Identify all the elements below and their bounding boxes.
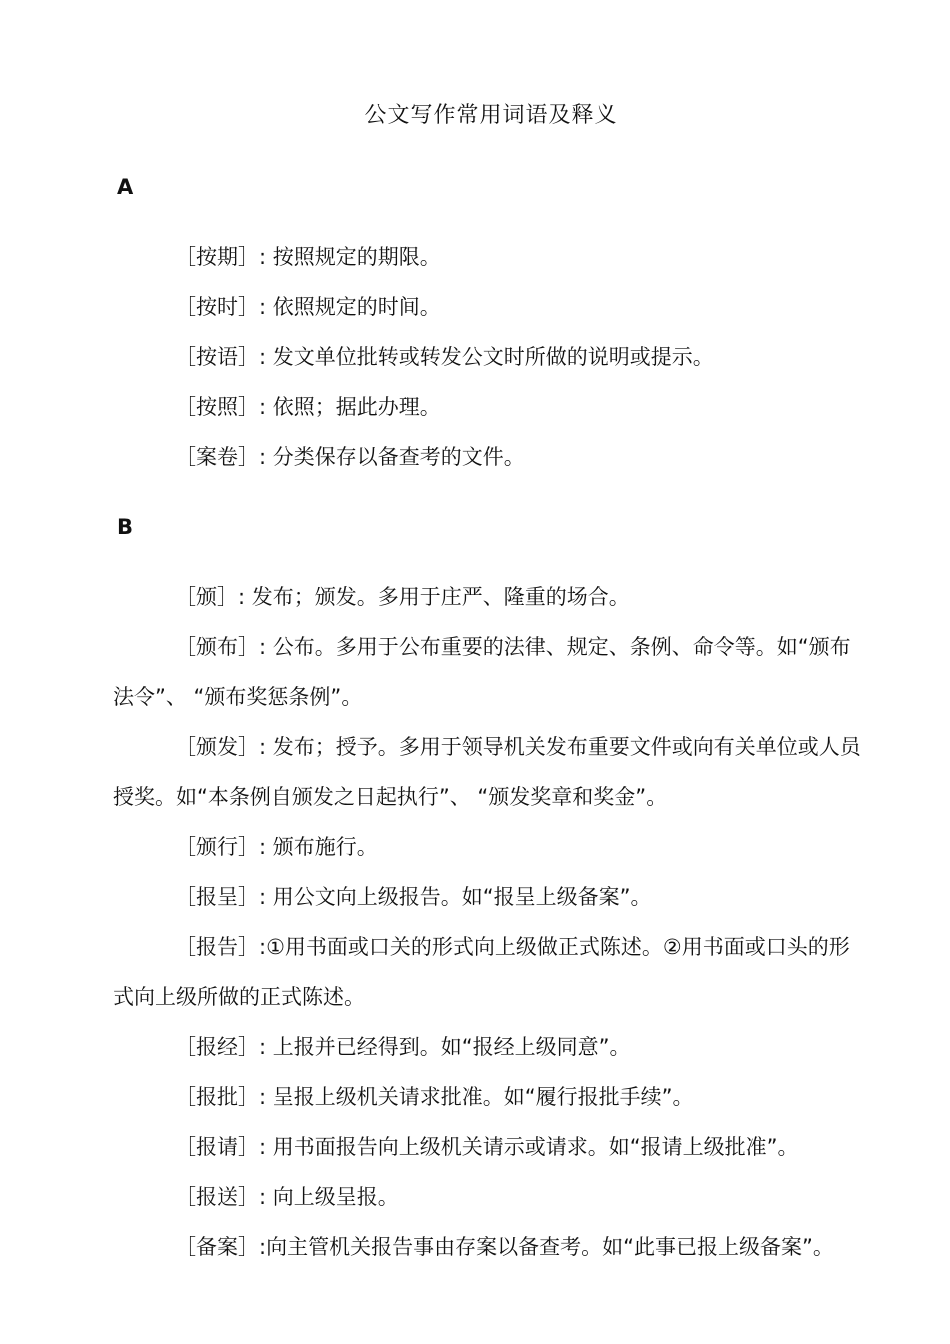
section-letter-b: B: [117, 515, 134, 539]
entry-term: ［按语］: [175, 345, 259, 369]
entry-term: ［报批］: [175, 1085, 259, 1109]
entry-list-a: [113, 232, 865, 482]
entry-anjuan: [113, 432, 865, 482]
section-letter-a: A: [117, 175, 134, 199]
entry-definition: : 用公文向上级报告。如“报呈上级备案”。: [259, 885, 652, 909]
entry-baoqing: [113, 1122, 865, 1172]
entry-term: ［颁］: [175, 585, 238, 609]
entry-baosong: [113, 1172, 865, 1222]
entry-baocheng: [113, 872, 865, 922]
entry-banxing: [113, 822, 865, 872]
entry-baogao: [113, 922, 865, 1022]
entry-definition: : 发布；授予。多用于领导机关发布重要文件或向有关单位或人员授奖。如“本条例自颁发之日起执行”、 “颁发奖章和奖金”。: [113, 735, 861, 809]
entry-definition: : 分类保存以备查考的文件。: [259, 445, 525, 469]
entry-definition: : 向上级呈报。: [259, 1185, 399, 1209]
entry-beian: [113, 1222, 865, 1272]
entry-definition: : 按照规定的期限。: [259, 245, 441, 269]
entry-banbu: [113, 622, 865, 722]
entry-definition: : 用书面报告向上级机关请示或请求。如“报请上级批准”。: [259, 1135, 799, 1159]
entry-baopi: [113, 1072, 865, 1122]
entry-anyu: [113, 332, 865, 382]
entry-definition: : 发文单位批转或转发公文时所做的说明或提示。: [259, 345, 714, 369]
entry-definition: : 颁布施行。: [259, 835, 378, 859]
entry-definition: : 公布。多用于公布重要的法律、规定、条例、命令等。如“颁布法令”、 “颁布奖惩条例”。: [113, 635, 851, 709]
entry-term: ［报经］: [175, 1035, 259, 1059]
entry-anshi: [113, 282, 865, 332]
entry-definition: : 依照规定的时间。: [259, 295, 441, 319]
entry-ban: [113, 572, 865, 622]
entry-banfa: [113, 722, 865, 822]
entry-anqi: [113, 232, 865, 282]
entry-term: ［案卷］: [175, 445, 259, 469]
document-title: 公文写作常用词语及释义: [364, 103, 618, 128]
entry-term: ［颁布］: [175, 635, 259, 659]
entry-anzhao: [113, 382, 865, 432]
entry-baojing: [113, 1022, 865, 1072]
entry-term: ［报告］: [175, 935, 259, 959]
entry-term: ［颁行］: [175, 835, 259, 859]
entry-term: ［报呈］: [175, 885, 259, 909]
entry-definition: : 呈报上级机关请求批准。如“履行报批手续”。: [259, 1085, 694, 1109]
entry-list-b: [113, 572, 865, 1272]
entry-term: ［报送］: [175, 1185, 259, 1209]
entry-definition: :向主管机关报告事由存案以备查考。如“此事已报上级备案”。: [259, 1235, 834, 1259]
entry-definition: : 上报并已经得到。如“报经上级同意”。: [259, 1035, 631, 1059]
entry-term: ［颁发］: [175, 735, 259, 759]
entry-term: ［按照］: [175, 395, 259, 419]
entry-term: ［报请］: [175, 1135, 259, 1159]
entry-term: ［备案］: [175, 1235, 259, 1259]
entry-definition: :①用书面或口关的形式向上级做正式陈述。②用书面或口头的形式向上级所做的正式陈述。: [113, 935, 850, 1009]
entry-term: ［按期］: [175, 245, 259, 269]
entry-definition: : 依照；据此办理。: [259, 395, 441, 419]
entry-definition: : 发布；颁发。多用于庄严、隆重的场合。: [238, 585, 630, 609]
entry-term: ［按时］: [175, 295, 259, 319]
